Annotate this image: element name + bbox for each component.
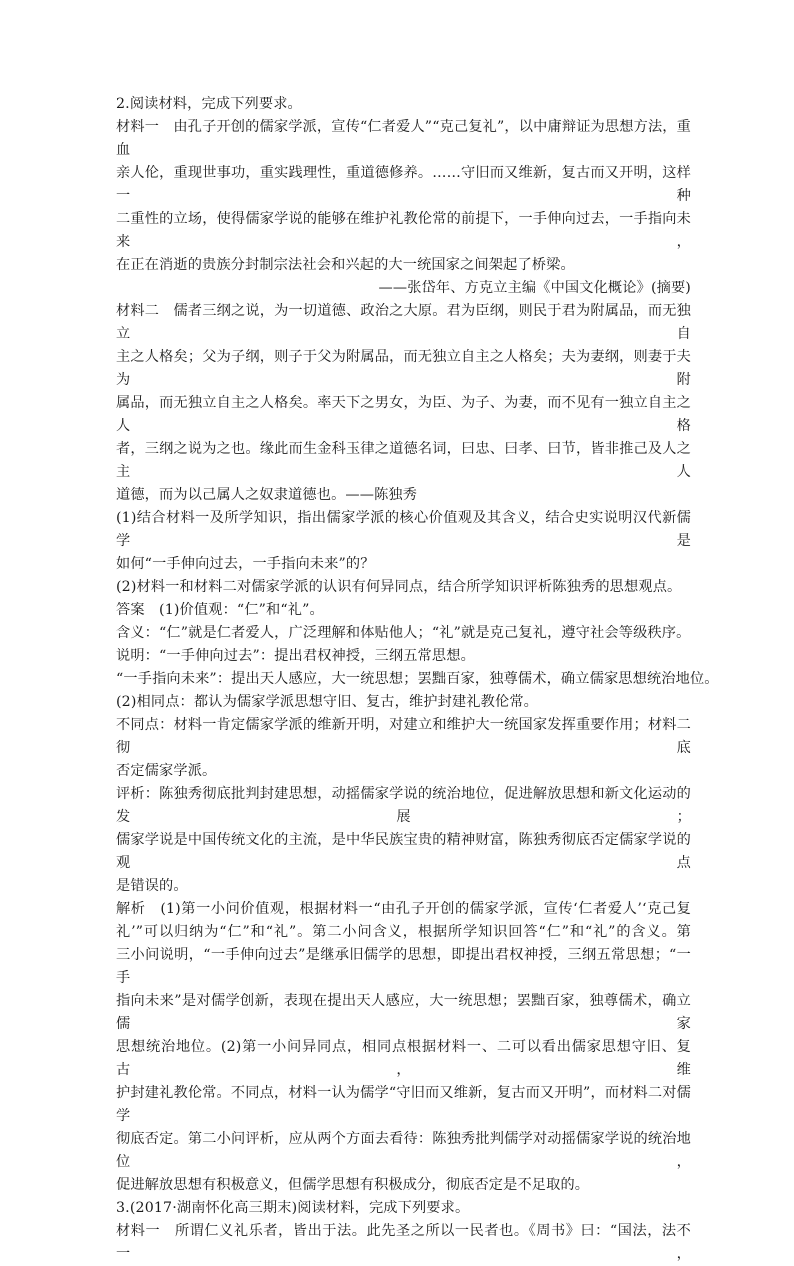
- analysis-text: 三小问说明，“一手伸向过去”是继承旧儒学的思想，即提出君权神授，三纲五常思想；“一手: [116, 947, 691, 986]
- analysis-text: 思想统治地位。(2)第一小问异同点，相同点根据材料一、二可以看出儒家思想守旧、复古，维: [116, 1039, 691, 1078]
- material-1-text: 二重性的立场，使得儒家学说的能够在维护礼教伦常的前提下，一手伸向过去，一手指向未来，: [116, 211, 691, 250]
- analysis-text: 彻底否定。第二小问评析，应从两个方面去看待：陈独秀批判儒学对动摇儒家学说的统治地位，: [116, 1131, 691, 1170]
- analysis-text: 解析 (1)第一小问价值观，根据材料一“由孔子开创的儒家学派，宣传‘仁者爱人’‘克己复: [116, 901, 691, 917]
- document-body: [116, 93, 719, 1266]
- analysis-text: 指向未来”是对儒学创新，表现在提出天人感应，大一统思想；罢黜百家，独尊儒术，确立儒家: [116, 993, 691, 1032]
- material-2-text: 属品，而无独立自主之人格矣。率天下之男女，为臣、为子、为妻，而不见有一独立自主之人格: [116, 395, 691, 434]
- answer-text: 含义：“仁”就是仁者爱人，广泛理解和体贴他人；“礼”就是克己复礼，遵守社会等级秩序。: [116, 625, 691, 641]
- answer-text: “一手指向未来”：提出天人感应，大一统思想；罢黜百家，独尊儒术，确立儒家思想统治地位。: [116, 671, 719, 687]
- material-1-text: 材料一 由孔子开创的儒家学派，宣传“仁者爱人”“克己复礼”，以中庸辩证为思想方法，重血: [116, 119, 691, 158]
- question-3-heading: 3.(2017·湖南怀化高三期末)阅读材料，完成下列要求。: [116, 1200, 470, 1216]
- sub-question-2: (2)材料一和材料二对儒家学派的认识有何异同点，结合所学知识评析陈独秀的思想观点。: [116, 579, 682, 595]
- analysis-text: 促进解放思想有积极意义，但儒学思想有积极成分，彻底否定是不足取的。: [116, 1177, 590, 1193]
- analysis-text: 护封建礼教伦常。不同点，材料一认为儒学“守旧而又维新，复古而又开明”，而材料二对儒学: [116, 1085, 691, 1124]
- answer-text: 说明：“一手伸向过去”：提出君权神授，三纲五常思想。: [116, 648, 475, 664]
- question-2-heading: 2.阅读材料，完成下列要求。: [116, 96, 302, 112]
- sub-question-1: (1)结合材料一及所学知识，指出儒家学派的核心价值观及其含义，结合史实说明汉代新儒学是: [116, 510, 691, 549]
- answer-text: (2)相同点：都认为儒家学派思想守旧、复古，维护封建礼教伦常。: [116, 694, 538, 710]
- answer-text: 否定儒家学派。: [116, 763, 217, 779]
- answer-text: 不同点：材料一肯定儒家学派的维新开明，对建立和维护大一统国家发挥重要作用；材料二彻底: [116, 717, 691, 756]
- answer-text: 儒家学说是中国传统文化的主流，是中华民族宝贵的精神财富，陈独秀彻底否定儒家学说的观点: [116, 832, 691, 871]
- question-3-material-1: 材料一 所谓仁义礼乐者，皆出于法。此先圣之所以一民者也。《周书》曰：“国法，法不一，: [116, 1223, 691, 1262]
- material-2-text: 材料二 儒者三纲之说，为一切道德、政治之大原。君为臣纲，则民于君为附属品，而无独立自: [116, 303, 691, 342]
- answer-text: 是错误的。: [116, 878, 188, 894]
- sub-question-1: 如何“一手伸向过去，一手指向未来”的？: [116, 556, 375, 572]
- material-2-text: 道德，而为以己属人之奴隶道德也。——陈独秀: [116, 487, 418, 503]
- material-1-text: 在正在消逝的贵族分封制宗法社会和兴起的大一统国家之间架起了桥梁。: [116, 257, 575, 273]
- material-1-text: 亲人伦，重现世事功，重实践理性，重道德修养。……守旧而又维新，复古而又开明，这样一种: [116, 165, 691, 204]
- material-1-source: ——张岱年、方克立主编《中国文化概论》(摘要): [378, 280, 691, 296]
- answer-text: 评析：陈独秀彻底批判封建思想，动摇儒家学说的统治地位，促进解放思想和新文化运动的发展；: [116, 786, 691, 825]
- analysis-text: 礼’”可以归纳为“仁”和“礼”。第二小问含义，根据所学知识回答“仁”和“礼”的含义。第: [116, 924, 691, 940]
- answer-heading: 答案 (1)价值观：“仁”和“礼”。: [116, 602, 324, 618]
- material-2-text: 主之人格矣；父为子纲，则子于父为附属品，而无独立自主之人格矣；夫为妻纲，则妻于夫为附: [116, 349, 691, 388]
- material-2-text: 者，三纲之说为之也。缘此而生金科玉律之道德名词，曰忠、曰孝、曰节，皆非推己及人之主人: [116, 441, 691, 480]
